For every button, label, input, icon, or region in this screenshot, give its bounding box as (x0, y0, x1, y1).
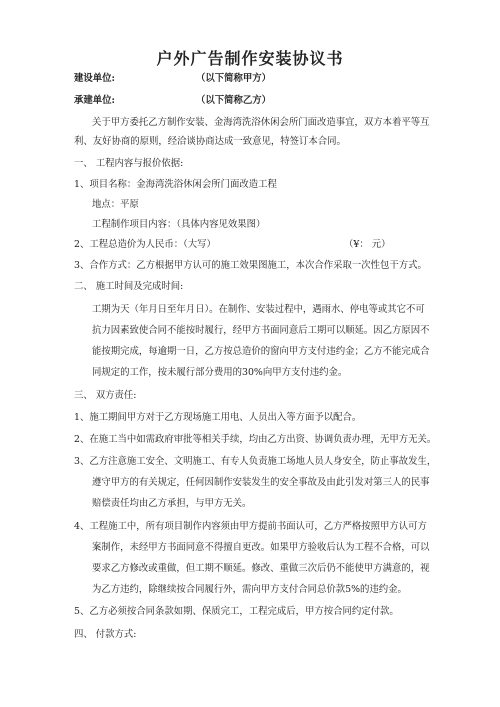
responsibility-item: 赔偿责任均由乙方承担，与甲方无关。 (92, 498, 252, 509)
responsibility-item: 1、施工期间甲方对于乙方现场施工用电、人员出入等方面予以配合。 (74, 412, 362, 423)
total-price-figure: （¥： 元） (344, 239, 391, 250)
schedule-line: 抗力因素致使合同不能按时履行，经甲方书面同意后工期可以顺延。因乙方原因不 (92, 325, 430, 336)
total-price: 2、工程总造价为人民币：（大写） (74, 239, 216, 250)
section-heading: 三、 双方责任: (74, 390, 137, 401)
document-title: 户外广告制作安装协议书 (156, 49, 344, 68)
schedule-line: 工期为天（年月日至年月日）。在制作、安装过程中，遇雨水、停电等或其它不可 (92, 304, 425, 315)
builder-label: 建设单位: (74, 73, 115, 84)
responsibility-item: 要求乙方修改或重做，但工期不顺延。修改、重做三次后仍不能使甲方满意的，视 (92, 563, 430, 574)
section-heading: 一、 工程内容与报价依据: (74, 158, 184, 169)
responsibility-item: 2、在施工当中如需政府审批等相关手续，均由乙方出资、协调负责办理，无甲方无关。 (74, 434, 437, 445)
cooperation-mode: 3、合作方式：乙方根据甲方认可的施工效果图施工，本次合作采取一次性包干方式。 (74, 260, 427, 271)
responsibility-item: 4、工程施工中，所有项目制作内容须由甲方提前书面认可，乙方严格按照甲方认可方 (74, 521, 427, 532)
intro-line: 利、友好协商的原则，经洽谈协商达成一致意见，特签订本合同。 (74, 136, 346, 147)
schedule-line: 能按期完成，每逾期一日，乙方按总造价的窗向甲方支付违约金；乙方不能完成合 (92, 346, 430, 357)
intro-line: 关于甲方委托乙方制作安装、金海湾洗浴休闲会所门面改造事宜，双方本着平等互 (92, 117, 430, 128)
responsibility-item: 3、乙方注意施工安全、文明施工、有专人负责施工场地人员人身安全，防止事故发生， (74, 456, 437, 467)
schedule-line: 同规定的工作，按未履行部分费用的30%向甲方支付违约金。 (92, 367, 348, 378)
responsibility-item: 为乙方违约，除继续按合同履行外，需向甲方支付合同总价款5%的违约金。 (92, 584, 407, 595)
builder-alias: （以下简称甲方） (196, 73, 272, 84)
project-name: 1、项目名称：金海湾洗浴休闲会所门面改造工程 (74, 179, 277, 190)
responsibility-item: 遵守甲方的有关规定，任何因制作安装发生的安全事故及由此引发对第三人的民事 (92, 477, 430, 488)
responsibility-item: 5、乙方必须按合同条款如期、保质完工，工程完成后，甲方按合同约定付款。 (74, 606, 399, 617)
responsibility-item: 案制作，未经甲方书面同意不得擅自更改。如果甲方验收后认为工程不合格，可以 (92, 542, 430, 553)
section-heading: 二、 施工时间及完成时间: (74, 281, 184, 292)
project-content: 工程制作项目内容：（具体内容见效果图） (92, 219, 266, 230)
section-heading: 四、 付款方式: (74, 629, 137, 640)
project-location: 地点：平原 (92, 199, 139, 210)
contractor-alias: （以下简称乙方） (196, 95, 272, 106)
contractor-label: 承建单位: (74, 95, 115, 106)
